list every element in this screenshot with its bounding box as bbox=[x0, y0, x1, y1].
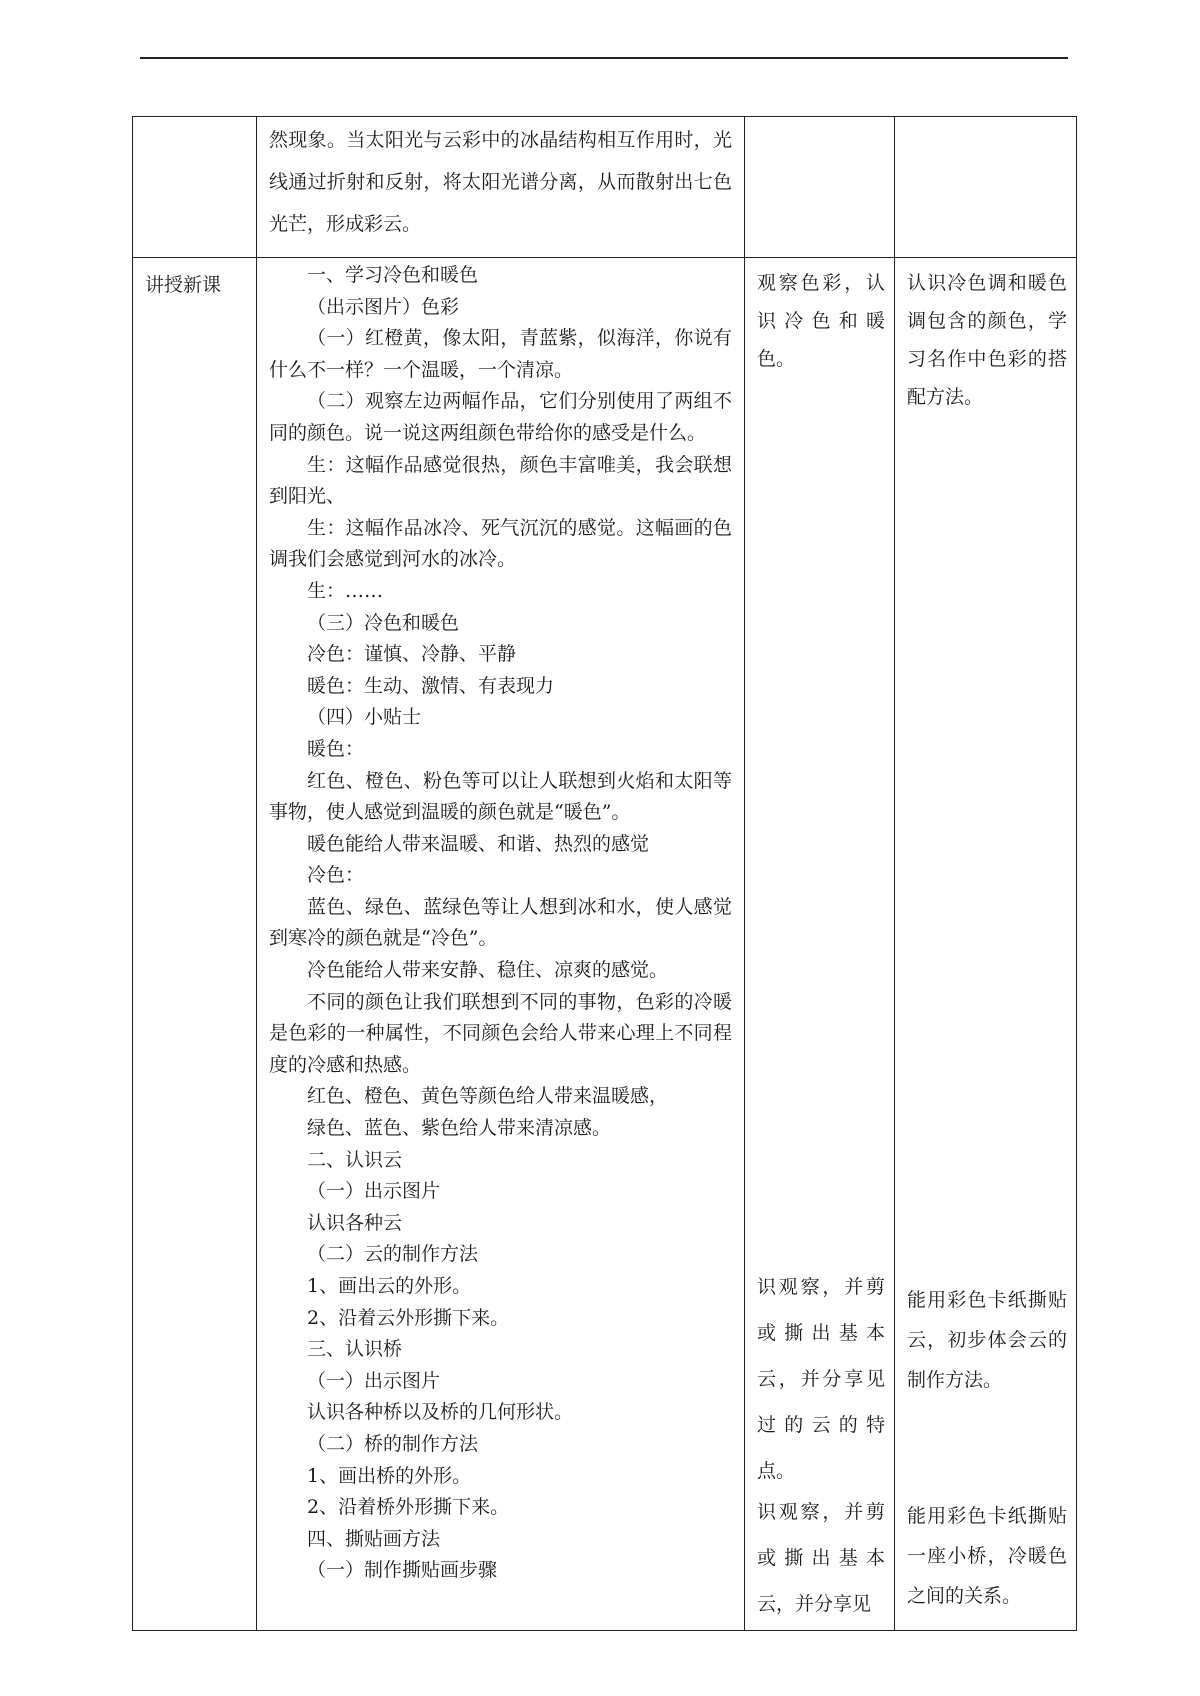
continuation-text: 然现象。当太阳光与云彩中的冰晶结构相互作用时，光线通过折射和反射，将太阳光谱分离，从而散射出七色光芒，形成彩云。 bbox=[269, 129, 732, 235]
design-intent-text: 能用彩色卡纸撕贴一座小桥，冷暖色之间的关系。 bbox=[907, 1505, 1067, 1607]
student-activity-text: 识观察，并剪或撕出基本云，并分享见 bbox=[757, 1501, 885, 1615]
stage-cell bbox=[133, 258, 257, 1631]
content-line: 暖色： bbox=[307, 737, 365, 760]
content-line: 暖色能给人带来温暖、和谐、热烈的感觉 bbox=[307, 832, 650, 855]
content-cell bbox=[257, 258, 745, 1631]
content-line: 红色、橙色、黄色等颜色给人带来温暖感， bbox=[307, 1085, 669, 1108]
content-line: 冷色：谨慎、冷静、平静 bbox=[307, 643, 517, 666]
student-activity-cell-empty bbox=[745, 117, 895, 258]
student-activity-text: 识观察，并剪或撕出基本云，并分享见过的云的特点。 bbox=[757, 1276, 885, 1482]
section-label: 讲授新课 bbox=[145, 274, 222, 296]
design-intent-text: 能用彩色卡纸撕贴云，初步体会云的制作方法。 bbox=[907, 1289, 1067, 1391]
lesson-plan-table bbox=[132, 116, 1077, 1631]
content-line: 三、认识桥 bbox=[307, 1338, 403, 1361]
content-line: 冷色能给人带来安静、稳住、凉爽的感觉。 bbox=[307, 959, 669, 982]
header-rule bbox=[140, 57, 1068, 59]
student-activity-cell bbox=[745, 258, 895, 1631]
content-line: （一）制作撕贴画步骤 bbox=[307, 1559, 498, 1582]
content-line: （二）云的制作方法 bbox=[307, 1243, 479, 1266]
content-line: 2、沿着桥外形撕下来。 bbox=[307, 1496, 510, 1519]
content-line: 蓝色、绿色、蓝绿色等让人想到冰和水，使人感觉到寒冷的颜色就是“冷色”。 bbox=[269, 895, 732, 950]
content-line: 生：这幅作品感觉很热，颜色丰富唯美，我会联想到阳光、 bbox=[269, 453, 732, 508]
stage-cell-empty bbox=[133, 117, 257, 258]
content-line: 红色、橙色、粉色等可以让人联想到火焰和太阳等事物，使人感觉到温暖的颜色就是“暖色”。 bbox=[269, 769, 732, 824]
content-line: （三）冷色和暖色 bbox=[307, 611, 460, 634]
content-line: 认识各种云 bbox=[307, 1211, 403, 1234]
design-intent-cell-empty bbox=[895, 117, 1077, 258]
content-line: 绿色、蓝色、紫色给人带来清凉感。 bbox=[307, 1117, 612, 1140]
design-intent-text: 认识冷色调和暖色调包含的颜色，学习名作中色彩的搭配方法。 bbox=[907, 272, 1067, 408]
content-line: （一）红橙黄，像太阳，青蓝紫，似海洋，你说有什么不一样？一个温暖，一个清凉。 bbox=[269, 327, 732, 381]
design-intent-cell bbox=[895, 258, 1077, 1631]
content-line: 1、画出云的外形。 bbox=[307, 1275, 472, 1297]
content-line: 生：这幅作品冰冷、死气沉沉的感觉。这幅画的色调我们会感觉到河水的冰冷。 bbox=[269, 516, 732, 571]
student-activity-text: 观察色彩，认识冷色和暖色。 bbox=[757, 272, 885, 370]
content-line: 冷色： bbox=[307, 864, 365, 887]
content-line: （四）小贴士 bbox=[307, 706, 422, 729]
table-row bbox=[133, 117, 1077, 258]
content-line: （一）出示图片 bbox=[307, 1369, 441, 1392]
content-line: 一、学习冷色和暖色 bbox=[307, 264, 479, 286]
content-line: 1、画出桥的外形。 bbox=[307, 1464, 472, 1487]
content-line: 四、撕贴画方法 bbox=[307, 1527, 441, 1550]
content-cell bbox=[257, 117, 745, 258]
content-line: 2、沿着云外形撕下来。 bbox=[307, 1306, 510, 1329]
content-line: 认识各种桥以及桥的几何形状。 bbox=[307, 1401, 574, 1424]
content-line: （出示图片）色彩 bbox=[307, 295, 460, 318]
content-line: 生：…… bbox=[307, 579, 384, 602]
content-line: 暖色：生动、激情、有表现力 bbox=[307, 674, 555, 697]
content-line: （二）观察左边两幅作品，它们分别使用了两组不同的颜色。说一说这两组颜色带给你的感受是什么。 bbox=[269, 390, 732, 444]
content-line: （一）出示图片 bbox=[307, 1180, 441, 1203]
content-line: （二）桥的制作方法 bbox=[307, 1432, 479, 1455]
table-row bbox=[133, 258, 1077, 1631]
content-line: 不同的颜色让我们联想到不同的事物，色彩的冷暖是色彩的一种属性，不同颜色会给人带来心理上不同程度的冷感和热感。 bbox=[269, 990, 732, 1076]
content-line: 二、认识云 bbox=[307, 1148, 403, 1171]
